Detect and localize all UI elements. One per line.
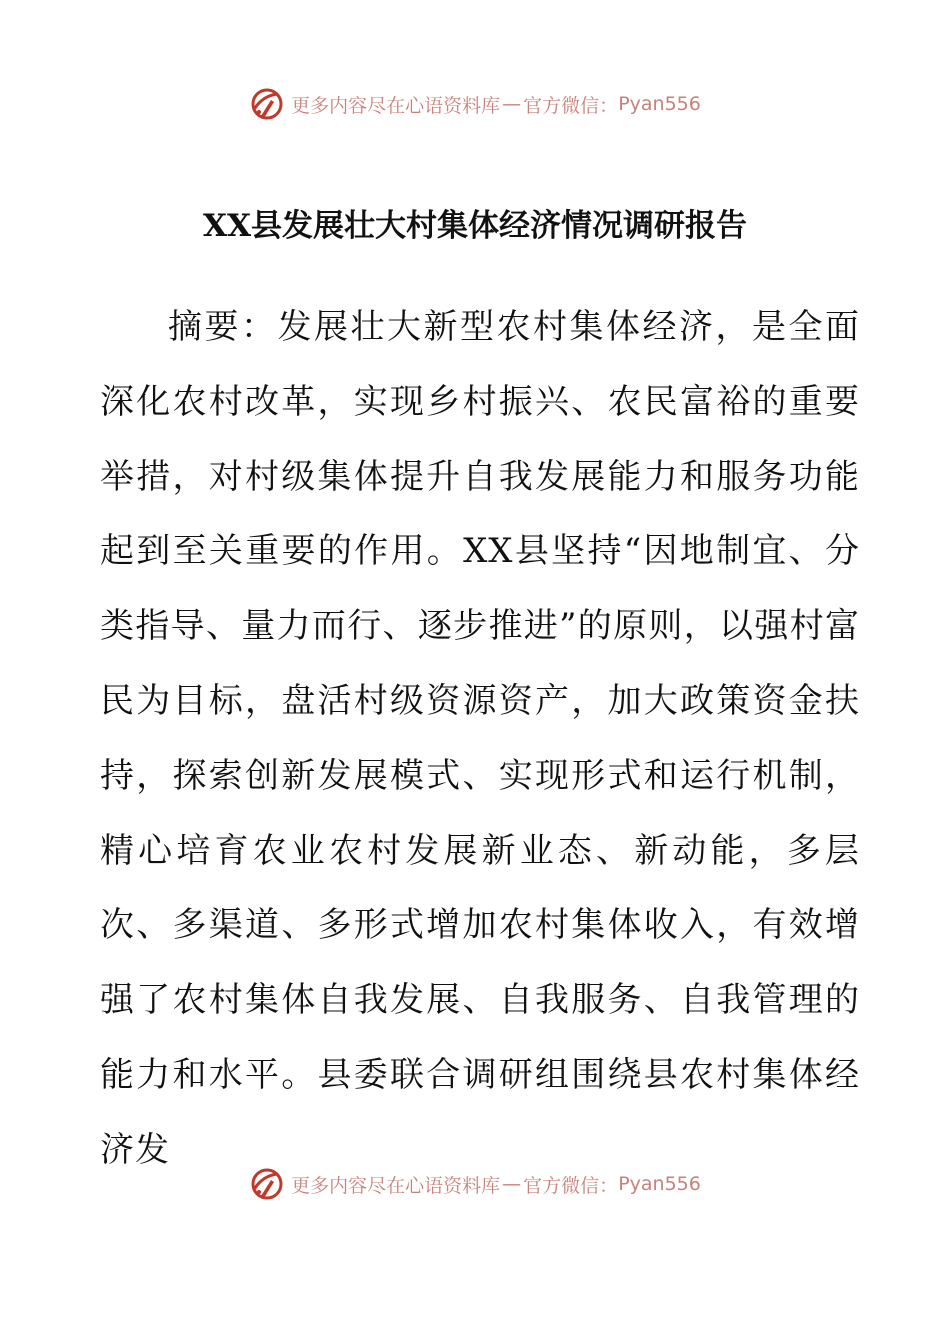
banner-separator: — (502, 93, 522, 115)
document-body: 摘要：发展壮大新型农村集体经济，是全面深化农村改革，实现乡村振兴、农民富裕的重要举措，对村级集体提升自我发展能力和服务功能起到至关重要的作用。XX县坚持“因地制宜、分类指导、量力而行、逐步推进”的原则，以强村富民为目标，盘活村级资源资产，加大政策资金扶持，探索创新发展模式、实现形式和运行机制，精心培育农业农村发展新业态、新动能，多层次、多渠道、多形式增加农村集体收入，有效增强了农村集体自我发展、自我服务、自我管理的能力和水平。县委联合调研组围绕县农村集体经济发 (100, 307, 860, 1170)
banner-wechat-id: Pyan556 (618, 1173, 701, 1195)
banner-site-text: 更多内容尽在心语资料库 (291, 94, 501, 117)
pen-swirl-logo-icon (249, 86, 285, 122)
banner-separator: — (502, 1173, 522, 1195)
banner-wechat-label: 官方微信： (523, 1174, 619, 1197)
banner-wechat-label: 官方微信： (523, 94, 619, 117)
header-banner (0, 82, 950, 126)
document-title: XX县发展壮大村集体经济情况调研报告 (202, 208, 748, 244)
banner-site-text: 更多内容尽在心语资料库 (291, 1174, 501, 1197)
footer-banner (0, 1162, 950, 1206)
pen-swirl-logo-icon (249, 1166, 285, 1202)
banner-wechat-id: Pyan556 (618, 93, 701, 115)
